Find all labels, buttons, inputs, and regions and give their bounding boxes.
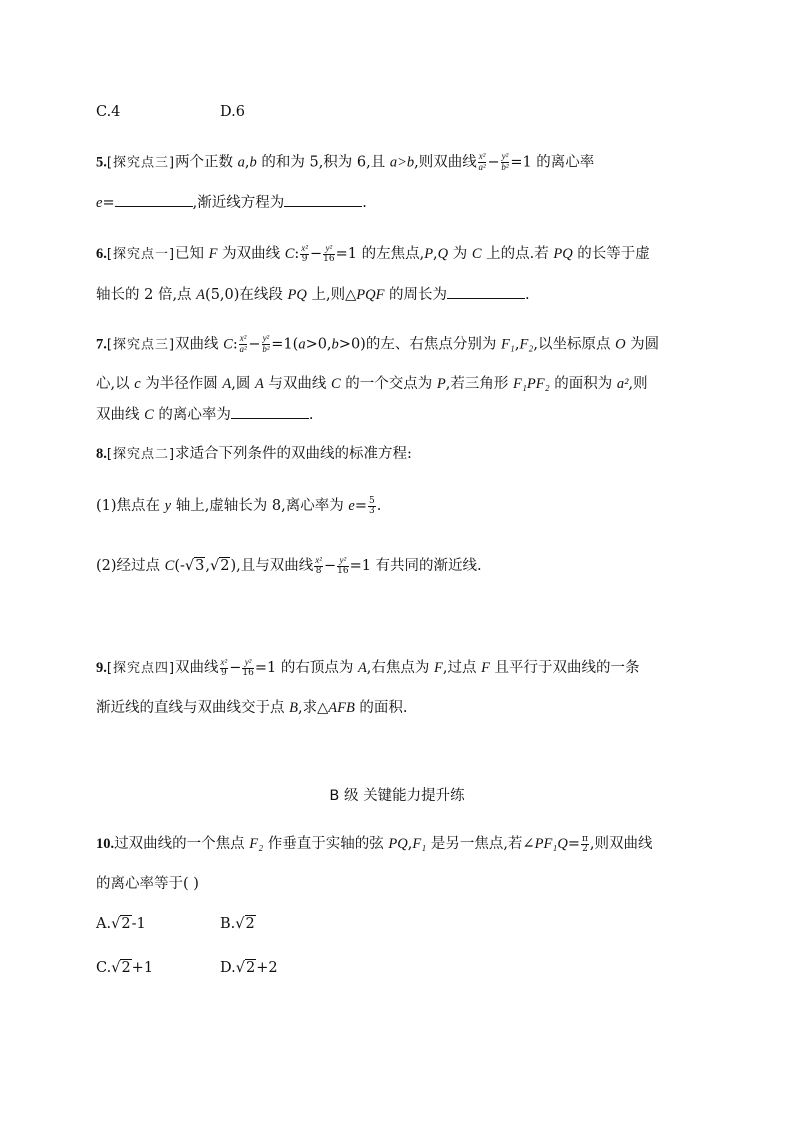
question-8-part-1 <box>96 496 381 516</box>
radicand: 2 <box>245 916 255 932</box>
text: ,圆 <box>231 376 255 392</box>
question-5-line-1 <box>96 152 594 174</box>
text: =1( <box>271 336 299 353</box>
text: ,渐近线方程为 <box>192 195 285 211</box>
sqrt: √2 <box>235 960 256 976</box>
denominator: 8 <box>315 566 322 576</box>
denominator: 2 <box>582 843 588 854</box>
question-5-line-2 <box>96 192 367 213</box>
text: 双曲线 <box>96 407 145 423</box>
fraction <box>368 497 376 516</box>
text: 求适合下列条件的双曲线的标准方程: <box>175 446 412 462</box>
text: 的周长为 <box>384 287 448 303</box>
var: C <box>223 336 233 353</box>
answer-blank[interactable] <box>284 192 362 207</box>
text: 是另一焦点,若∠ <box>426 836 535 852</box>
option-label: C. <box>96 960 112 976</box>
numerator: y² <box>339 555 347 565</box>
numerator: y² <box>244 657 252 667</box>
answer-blank[interactable] <box>231 404 309 419</box>
var: PF₁Q <box>534 836 568 852</box>
question-tag: [探究点三] <box>106 337 176 353</box>
var: P <box>436 376 446 392</box>
numerator: π <box>581 833 588 844</box>
text: − <box>248 336 261 353</box>
text: (- <box>174 558 185 574</box>
text: ),且与双曲线 <box>230 558 314 574</box>
fraction <box>337 556 348 576</box>
text: ,过点 <box>442 660 482 676</box>
option-d: D.6 <box>220 104 245 120</box>
fraction <box>239 334 248 355</box>
question-number: 7. <box>96 336 107 353</box>
question-number: 8. <box>96 446 107 462</box>
text: : <box>232 336 238 353</box>
radicand: 2 <box>220 558 230 574</box>
numerator: 5 <box>368 495 375 506</box>
denominator: a² <box>239 344 247 354</box>
text: 轴长的 2 倍,点 <box>96 287 197 303</box>
var: e <box>96 195 103 211</box>
var: AFB <box>328 700 355 716</box>
fraction <box>581 835 589 854</box>
var: C <box>164 558 175 574</box>
var: F₁ <box>412 836 427 852</box>
text: =1 的左焦点, <box>335 246 425 262</box>
text: =1 的离心率 <box>510 154 595 171</box>
radicand: 2 <box>245 960 256 976</box>
option-c[interactable] <box>96 958 153 978</box>
text: +1 <box>131 960 154 976</box>
text: 两个正数 <box>175 154 238 171</box>
text: (5,0)在线段 <box>205 287 288 303</box>
var: F <box>208 246 218 262</box>
text: . <box>376 498 382 514</box>
var: PQ <box>287 287 307 303</box>
numerator: y² <box>325 243 333 253</box>
text: 轴上,虚轴长为 8,离心率为 <box>171 498 349 514</box>
denominator: 16 <box>337 566 349 576</box>
numerator: x² <box>301 243 308 253</box>
fraction <box>314 556 323 576</box>
text: 且平行于双曲线的一条 <box>489 660 640 676</box>
text: 的面积. <box>354 700 408 716</box>
text: . <box>308 407 314 423</box>
numerator: x² <box>239 333 247 343</box>
var: PQ <box>553 246 573 262</box>
var: a <box>298 336 306 353</box>
text: ,则双曲线 <box>589 836 653 852</box>
fraction <box>300 244 309 264</box>
text: 双曲线 <box>175 660 219 676</box>
sqrt: √2 <box>235 916 255 932</box>
text: ,右焦点为 <box>366 660 435 676</box>
question-number: 6. <box>96 246 107 262</box>
denominator: a² <box>478 162 486 172</box>
text: − <box>309 246 323 262</box>
text: >0, <box>305 336 332 353</box>
answer-blank[interactable] <box>115 192 193 207</box>
question-8-line-1 <box>96 444 412 465</box>
fraction <box>501 152 510 173</box>
option-a[interactable] <box>96 914 146 934</box>
text: 的离心率为 <box>153 407 231 423</box>
text: ,若三角形 <box>445 376 513 392</box>
text: 上的点.若 <box>481 246 554 262</box>
var: F₂ <box>249 836 264 852</box>
var: A <box>357 660 367 676</box>
text: >0)的左、右焦点分别为 <box>338 336 501 353</box>
var: y <box>164 498 172 514</box>
question-9-line-2 <box>96 698 408 718</box>
text: =1 的右顶点为 <box>254 660 358 676</box>
question-tag: [探究点三] <box>106 155 176 171</box>
fraction <box>242 658 253 678</box>
question-number: 9. <box>96 660 107 676</box>
var: b <box>249 154 257 171</box>
question-10-line-2: 的离心率等于( ) <box>96 876 199 892</box>
sqrt: √2 <box>111 916 131 932</box>
text: ,以坐标原点 <box>533 336 616 353</box>
text: . <box>362 195 367 211</box>
var: a>b <box>389 154 415 171</box>
fraction <box>478 152 487 173</box>
text: . <box>525 287 530 303</box>
var: Q <box>437 246 449 262</box>
text: ,则双曲线 <box>414 154 477 171</box>
var: F₁PF₂ <box>513 376 550 392</box>
text: -1 <box>131 916 146 932</box>
section-heading: B 级 关键能力提升练 <box>329 788 465 804</box>
text: − <box>487 154 500 171</box>
text: , <box>514 336 520 353</box>
question-number: 5. <box>96 154 107 171</box>
question-7-line-2 <box>96 374 648 394</box>
var: F₁ <box>500 336 515 353</box>
var: C <box>331 376 341 392</box>
var: b <box>331 336 339 353</box>
var: F <box>481 660 490 676</box>
text: =1 有共同的渐近线. <box>349 558 482 574</box>
fraction <box>220 658 229 678</box>
text: 的面积为 <box>549 376 617 392</box>
text: 作垂直于实轴的弦 <box>263 836 389 852</box>
radicand: 3 <box>195 558 205 574</box>
var: F <box>434 660 443 676</box>
numerator: x² <box>478 151 486 161</box>
var: P <box>424 246 434 262</box>
question-tag: [探究点二] <box>106 447 176 462</box>
text: − <box>323 558 337 574</box>
text: (1)焦点在 <box>96 498 165 514</box>
text: , <box>433 246 438 262</box>
denominator: 16 <box>323 254 335 264</box>
question-number: 10. <box>96 836 115 852</box>
text: 心,以 <box>96 376 135 392</box>
radicand: 2 <box>121 916 131 932</box>
option-c: C.4 <box>96 104 121 120</box>
text: , <box>205 558 210 574</box>
text: : <box>294 246 300 262</box>
denominator: 3 <box>368 505 375 516</box>
radicand: 2 <box>121 960 131 976</box>
var: A <box>196 287 206 303</box>
text: (2)经过点 <box>96 558 165 574</box>
fraction <box>262 334 271 355</box>
text: = <box>567 836 580 852</box>
numerator: y² <box>262 333 270 343</box>
sqrt: √3 <box>184 558 205 574</box>
var: C <box>471 246 482 262</box>
var: A <box>254 376 264 392</box>
question-tag: [探究点一] <box>106 247 176 262</box>
sqrt: √2 <box>111 960 131 976</box>
text: 为圆 <box>625 336 660 353</box>
var: C <box>144 407 154 423</box>
text: 渐近线的直线与双曲线交于点 <box>96 700 290 716</box>
option-label: A. <box>96 916 112 932</box>
text: 为 <box>448 246 472 262</box>
text: 的和为 5,积为 6,且 <box>256 154 390 171</box>
question-6-line-2 <box>96 284 530 305</box>
text: − <box>229 660 242 676</box>
option-b[interactable] <box>220 914 256 934</box>
question-9-line-1 <box>96 658 640 679</box>
var: F₂ <box>519 336 534 353</box>
denominator: 16 <box>242 668 254 678</box>
sqrt: √2 <box>209 558 230 574</box>
text: ,则 <box>628 376 648 392</box>
text: 的长等于虚 <box>572 246 650 262</box>
var: e <box>348 498 355 514</box>
denominator: 9 <box>301 254 308 264</box>
text: 为双曲线 <box>217 246 285 262</box>
numerator: x² <box>220 657 228 667</box>
option-d[interactable] <box>220 958 278 978</box>
var: B <box>289 700 298 716</box>
var: PQF <box>356 287 385 303</box>
question-7-line-3 <box>96 404 314 425</box>
text: = <box>102 195 115 211</box>
var: O <box>615 336 626 353</box>
denominator: 9 <box>221 668 227 678</box>
question-10-line-1 <box>96 834 653 854</box>
text: 与双曲线 <box>263 376 332 392</box>
text: , <box>407 836 413 852</box>
text: +2 <box>256 960 278 976</box>
question-tag: [探究点四] <box>106 661 176 676</box>
text: 为半径作圆 <box>140 376 223 392</box>
question-6-line-1 <box>96 244 650 265</box>
question-8-part-2 <box>96 556 482 576</box>
question-7-line-1 <box>96 334 659 356</box>
numerator: y² <box>501 151 509 161</box>
option-label: B. <box>220 916 236 932</box>
text: 上,则△ <box>306 287 357 303</box>
var: a <box>237 154 245 171</box>
denominator: b² <box>501 162 509 172</box>
text: 过双曲线的一个焦点 <box>114 836 250 852</box>
text: 已知 <box>175 246 209 262</box>
var: a² <box>616 376 629 392</box>
numerator: x² <box>315 555 322 565</box>
fraction <box>323 244 334 264</box>
var: PQ <box>388 836 408 852</box>
answer-blank[interactable] <box>447 284 525 299</box>
var: C <box>284 246 295 262</box>
text: 的一个交点为 <box>340 376 437 392</box>
option-label: D. <box>220 960 236 976</box>
var: c <box>134 376 141 392</box>
text: ,求△ <box>297 700 329 716</box>
text: , <box>244 154 250 171</box>
denominator: b² <box>262 344 270 354</box>
text: 双曲线 <box>175 336 224 353</box>
text: = <box>354 498 367 514</box>
var: A <box>222 376 232 392</box>
